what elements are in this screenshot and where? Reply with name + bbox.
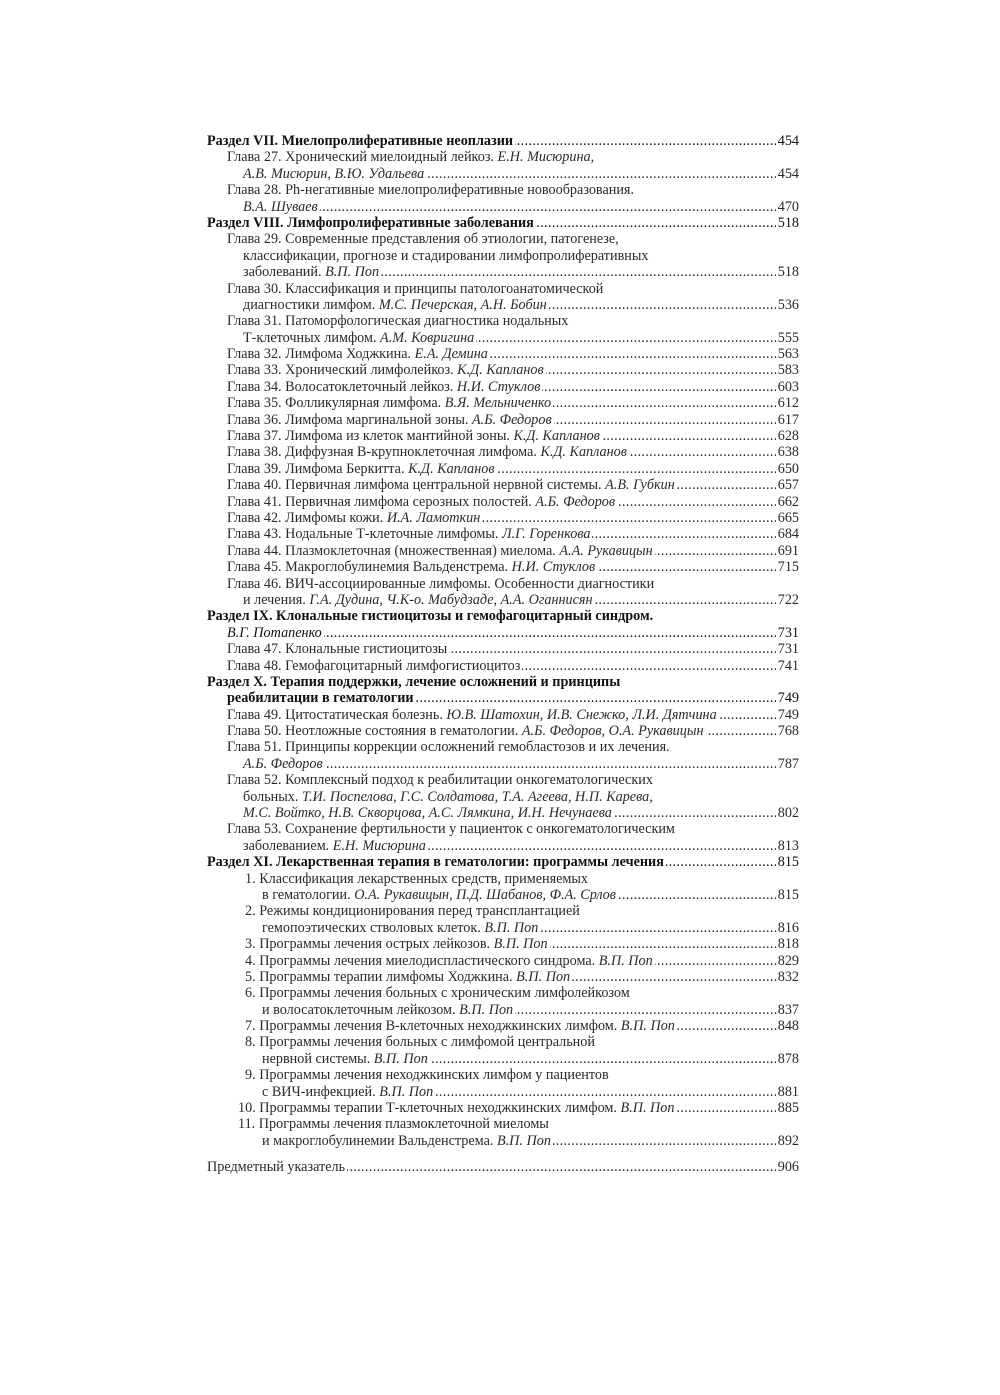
- toc-line: [207, 674, 799, 690]
- dot-leader: [554, 412, 776, 428]
- toc-entry[interactable]: [207, 985, 799, 1018]
- page-number: 815: [777, 854, 799, 871]
- toc-entry[interactable]: [207, 658, 799, 674]
- page-number: 829: [777, 952, 799, 969]
- entry-title: Глава 51. Принципы коррекции осложнений гемобластозов и их лечения.: [227, 739, 670, 756]
- dot-leader: [572, 969, 776, 985]
- page-number: 662: [777, 493, 799, 510]
- entry-title: Глава 53. Сохранение фертильности у пациенток с онкогематологическим: [227, 821, 675, 838]
- page-number: 906: [777, 1159, 799, 1176]
- toc-entry[interactable]: [207, 494, 799, 510]
- entry-title: Глава 41. Первичная лимфома серозных полостей.: [227, 493, 536, 510]
- dot-leader: [655, 543, 776, 559]
- toc-line: [207, 182, 799, 198]
- page-number: 813: [777, 837, 799, 854]
- entry-title: Т-клеточных лимфом.: [243, 329, 381, 346]
- page-number: 454: [777, 133, 799, 149]
- entry-title: Глава 32. Лимфома Ходжкина.: [227, 346, 415, 363]
- entry-authors: И.А. Ламоткин: [386, 509, 481, 526]
- dot-leader: [629, 444, 776, 460]
- toc-line: [207, 149, 799, 165]
- dot-leader: [706, 723, 776, 739]
- toc-line: [207, 1159, 799, 1175]
- dot-leader: [497, 461, 776, 477]
- page-number: 518: [777, 264, 799, 281]
- entry-authors: Г.А. Дудина, Ч.К-о. Мабудзаде, А.А. Оганнисян: [309, 591, 593, 608]
- toc-line: [207, 690, 799, 706]
- toc-line: [207, 428, 799, 444]
- entry-title: диагностики лимфом.: [243, 296, 379, 313]
- toc-line: [207, 739, 799, 755]
- entry-title: Глава 30. Классификация и принципы патологоанатомической: [227, 280, 604, 297]
- entry-title: Глава 28. Ph-негативные миелопролиферативные новообразования.: [227, 182, 635, 199]
- page-number: 749: [777, 706, 799, 723]
- dot-leader: [430, 1051, 776, 1067]
- toc-entry[interactable]: [207, 903, 799, 936]
- toc-entry[interactable]: [207, 510, 799, 526]
- toc-line: [207, 723, 799, 739]
- entry-title: Глава 40. Первичная лимфома центральной нервной системы.: [227, 477, 606, 494]
- toc-line: [207, 576, 799, 592]
- entry-title: 1. Классификация лекарственных средств, применяемых: [245, 870, 589, 887]
- entry-authors: В.П. Поп: [516, 968, 571, 985]
- toc-line: [207, 412, 799, 428]
- entry-authors: Ю.В. Шатохин, И.В. Снежко, Л.И. Дятчина: [446, 706, 717, 723]
- dot-leader: [666, 854, 776, 870]
- toc-section[interactable]: [207, 854, 799, 870]
- entry-authors: В.П. Поп: [484, 919, 539, 936]
- dot-leader: [482, 510, 775, 526]
- dot-leader: [347, 1159, 776, 1175]
- toc-line: [207, 510, 799, 526]
- toc-index-entry[interactable]: [207, 1159, 799, 1175]
- entry-authors: К.Д. Капланов: [540, 444, 627, 461]
- page-number: 583: [777, 362, 799, 379]
- toc-line: [207, 1034, 799, 1050]
- toc-section[interactable]: [207, 215, 799, 231]
- page-number: 628: [777, 428, 799, 445]
- entry-authors: В.П. Поп: [373, 1050, 428, 1067]
- entry-title: Глава 38. Диффузная В-крупноклеточная лимфома.: [227, 444, 541, 461]
- entry-authors: Л.Г. Горенкова: [502, 526, 591, 543]
- dot-leader: [536, 215, 776, 231]
- entry-authors: Н.И. Стуклов: [456, 378, 541, 395]
- toc-line: [207, 1133, 799, 1149]
- entry-authors: В.Я. Мельниченко: [444, 395, 552, 412]
- page-number: 848: [777, 1018, 799, 1035]
- dot-leader: [597, 559, 776, 575]
- entry-authors: М.С. Войтко, Н.В. Скворцова, А.С. Лямкина, И.Н. Нечунаева: [243, 805, 612, 822]
- entry-authors: А.В. Губкин: [605, 477, 675, 494]
- toc-entry[interactable]: [207, 1018, 799, 1034]
- toc-line: [207, 297, 799, 313]
- toc-entry[interactable]: [207, 969, 799, 985]
- toc-entry[interactable]: [207, 412, 799, 428]
- entry-title: Раздел VII. Миелопролиферативные неоплазии: [207, 133, 514, 149]
- page-number: 749: [777, 690, 799, 707]
- entry-title: и макроглобулинемии Вальденстрема.: [262, 1132, 497, 1149]
- entry-authors: А.А. Рукавицын: [559, 542, 653, 559]
- page-number: 715: [777, 559, 799, 576]
- entry-title: 9. Программы лечения неходжкинских лимфом у пациентов: [245, 1067, 609, 1084]
- dot-leader: [428, 838, 776, 854]
- dot-leader: [449, 641, 775, 657]
- entry-title: Глава 39. Лимфома Беркитта.: [227, 460, 409, 477]
- toc-line: [207, 281, 799, 297]
- entry-authors: В.Г. Потапенко: [227, 624, 322, 641]
- toc-line: [207, 805, 799, 821]
- page-number: 818: [777, 936, 799, 953]
- dot-leader: [677, 1100, 776, 1116]
- entry-authors: Е.Н. Мисюрина,: [497, 149, 595, 166]
- page-number: 665: [777, 509, 799, 526]
- entry-title: 5. Программы терапии лимфомы Ходжкина.: [245, 968, 517, 985]
- toc-line: [207, 1084, 799, 1100]
- page-number: 603: [777, 378, 799, 395]
- toc-line: [207, 969, 799, 985]
- toc-line: [207, 1067, 799, 1083]
- dot-leader: [546, 362, 776, 378]
- page-number: 657: [777, 477, 799, 494]
- toc-line: [207, 461, 799, 477]
- entry-title: классификации, прогнозе и стадировании лимфопролиферативных: [243, 247, 649, 264]
- toc-entry[interactable]: [207, 543, 799, 559]
- toc-line: [207, 199, 799, 215]
- toc-entry[interactable]: [207, 723, 799, 739]
- toc-entry[interactable]: [207, 641, 799, 657]
- toc-line: [207, 346, 799, 362]
- page-number: 787: [777, 755, 799, 772]
- toc-line: [207, 543, 799, 559]
- toc-line: [207, 215, 799, 231]
- entry-title: Глава 43. Нодальные Т-клеточные лимфомы.: [227, 526, 503, 543]
- dot-leader: [677, 1018, 776, 1034]
- dot-leader: [719, 707, 776, 723]
- dot-leader: [416, 690, 776, 706]
- entry-authors: Е.Н. Мисюрина: [332, 837, 426, 854]
- toc-entry[interactable]: [207, 936, 799, 952]
- entry-title: Глава 47. Клональные гистиоцитозы: [227, 641, 448, 658]
- toc-line: [207, 494, 799, 510]
- entry-authors: В.П. Поп: [620, 1018, 675, 1035]
- entry-title: нервной системы.: [262, 1050, 374, 1067]
- entry-authors: В.П. Поп: [459, 1001, 514, 1018]
- toc-entry[interactable]: [207, 444, 799, 460]
- dot-leader: [522, 658, 775, 674]
- page-number: 612: [777, 395, 799, 412]
- toc-line: [207, 625, 799, 641]
- entry-title: Глава 29. Современные представления об этиологии, патогенезе,: [227, 231, 619, 248]
- toc-line: [207, 838, 799, 854]
- page-number: 731: [777, 641, 799, 658]
- entry-title: 10. Программы терапии Т-клеточных неходжкинских лимфом.: [238, 1100, 621, 1117]
- entry-authors: В.А. Шуваев: [243, 198, 318, 215]
- toc-section[interactable]: [207, 674, 799, 707]
- dot-leader: [595, 592, 776, 608]
- entry-title: больных.: [243, 788, 302, 805]
- entry-title: Глава 52. Комплексный подход к реабилитации онкогематологических: [227, 772, 653, 789]
- entry-authors: В.П. Поп: [325, 264, 380, 281]
- entry-authors: Е.А. Демина: [414, 346, 488, 363]
- page-number: 816: [777, 919, 799, 936]
- dot-leader: [553, 395, 776, 411]
- dot-leader: [618, 887, 776, 903]
- page-number: 617: [777, 411, 799, 428]
- page-number: 638: [777, 444, 799, 461]
- toc-line: [207, 903, 799, 919]
- toc-line: [207, 592, 799, 608]
- entry-title: Глава 33. Хронический лимфолейкоз.: [227, 362, 458, 379]
- entry-title: с ВИЧ-инфекцией.: [262, 1083, 380, 1100]
- page-number: 832: [777, 968, 799, 985]
- entry-authors: Т.И. Поспелова, Г.С. Солдатова, Т.А. Агеева, Н.П. Карева,: [302, 788, 653, 805]
- page-number: 815: [777, 886, 799, 903]
- page-number: 768: [777, 723, 799, 740]
- entry-authors: В.П. Поп: [496, 1132, 551, 1149]
- page-number: 518: [777, 214, 799, 231]
- entry-authors: А.В. Мисюрин, В.Ю. Удальева: [243, 165, 425, 182]
- dot-leader: [655, 953, 776, 969]
- page-number: 741: [777, 657, 799, 674]
- toc-line: [207, 1051, 799, 1067]
- toc-entry[interactable]: [207, 395, 799, 411]
- dot-leader: [602, 428, 776, 444]
- entry-authors: К.Д. Капланов: [408, 460, 495, 477]
- entry-authors: В.П. Поп: [620, 1100, 675, 1117]
- toc-section[interactable]: [207, 608, 799, 641]
- entry-title: Глава 34. Волосатоклеточный лейкоз.: [227, 378, 457, 395]
- entry-title: 2. Режимы кондиционирования перед трансплантацией: [245, 903, 580, 920]
- dot-leader: [325, 756, 776, 772]
- entry-authors: А.Б. Федоров: [472, 411, 552, 428]
- entry-title: в гематологии.: [262, 886, 355, 903]
- entry-title: гемопоэтических стволовых клеток.: [262, 919, 485, 936]
- toc-line: [207, 1100, 799, 1116]
- toc-line: [207, 559, 799, 575]
- dot-leader: [553, 1133, 776, 1149]
- toc-line: [207, 1018, 799, 1034]
- toc-line: [207, 953, 799, 969]
- toc-line: [207, 395, 799, 411]
- entry-title: и волосатоклеточным лейкозом.: [262, 1001, 460, 1018]
- entry-title: Глава 46. ВИЧ-ассоциированные лимфомы. Особенности диагностики: [227, 575, 655, 592]
- page-number: 650: [777, 460, 799, 477]
- toc-entry[interactable]: [207, 707, 799, 723]
- entry-authors: А.Б. Федоров, О.А. Рукавицын: [521, 723, 704, 740]
- toc-line: [207, 854, 799, 870]
- entry-title: Глава 37. Лимфома из клеток мантийной зоны.: [227, 428, 514, 445]
- page-number: 536: [777, 296, 799, 313]
- dot-leader: [320, 199, 776, 215]
- toc-line: [207, 444, 799, 460]
- toc-line: [207, 231, 799, 247]
- toc-entry[interactable]: [207, 526, 799, 542]
- page-number: 470: [777, 198, 799, 215]
- page-number: 885: [777, 1100, 799, 1117]
- page-number: 892: [777, 1132, 799, 1149]
- entry-title: 6. Программы лечения больных с хроническим лимфолейкозом: [245, 985, 630, 1002]
- toc-line: [207, 658, 799, 674]
- dot-leader: [515, 1002, 776, 1018]
- entry-title: Раздел IX. Клональные гистиоцитозы и гемофагоцитарный синдром.: [207, 608, 654, 625]
- toc-entry[interactable]: [207, 739, 799, 772]
- toc-line: [207, 821, 799, 837]
- dot-leader: [324, 625, 776, 641]
- page-number: 454: [777, 165, 799, 182]
- entry-title: Глава 35. Фолликулярная лимфома.: [227, 395, 445, 412]
- toc-line: [207, 379, 799, 395]
- entry-title: Глава 45. Макроглобулинемия Вальденстрема.: [227, 559, 512, 576]
- toc-entry[interactable]: [207, 182, 799, 215]
- entry-title: 4. Программы лечения миелодиспластического синдрома.: [245, 952, 599, 969]
- entry-title: Раздел XI. Лекарственная терапия в гематологии: программы лечения: [207, 854, 664, 871]
- toc-section[interactable]: [207, 133, 799, 149]
- toc-line: [207, 166, 799, 182]
- entry-authors: А.Б. Федоров: [243, 755, 323, 772]
- toc-line: [207, 772, 799, 788]
- toc-line: [207, 920, 799, 936]
- entry-title: 8. Программы лечения больных с лимфомой центральной: [245, 1034, 595, 1051]
- toc-line: [207, 789, 799, 805]
- toc-entry[interactable]: [207, 281, 799, 314]
- entry-title: 7. Программы лечения В-клеточных неходжкинских лимфом.: [245, 1018, 621, 1035]
- page-number: 881: [777, 1083, 799, 1100]
- page-number: 563: [777, 346, 799, 363]
- entry-authors: К.Д. Капланов: [457, 362, 544, 379]
- entry-authors: Н.И. Стуклов: [511, 559, 596, 576]
- toc-entry[interactable]: [207, 231, 799, 280]
- toc-entry[interactable]: [207, 428, 799, 444]
- toc-line: [207, 313, 799, 329]
- entry-authors: К.Д. Капланов: [513, 428, 600, 445]
- entry-authors: М.С. Печерская, А.Н. Бобин: [378, 296, 547, 313]
- toc-line: [207, 985, 799, 1001]
- toc-entry[interactable]: [207, 149, 799, 182]
- entry-title: Глава 42. Лимфомы кожи.: [227, 509, 387, 526]
- toc-line: [207, 133, 799, 149]
- toc-entry[interactable]: [207, 346, 799, 362]
- toc-line: [207, 608, 799, 624]
- entry-authors: А.М. Ковригина: [380, 329, 475, 346]
- entry-title: Предметный указатель: [207, 1159, 346, 1176]
- page-number: 731: [777, 624, 799, 641]
- toc-line: [207, 641, 799, 657]
- entry-authors: В.П. Поп: [493, 936, 548, 953]
- dot-leader: [677, 477, 776, 493]
- dot-leader: [617, 494, 776, 510]
- toc-entry[interactable]: [207, 559, 799, 575]
- dot-leader: [435, 1084, 775, 1100]
- toc-entry[interactable]: [207, 1100, 799, 1116]
- entry-title: Глава 49. Цитостатическая болезнь.: [227, 706, 447, 723]
- entry-authors: О.А. Рукавицын, П.Д. Шабанов, Ф.А. Срлов: [354, 886, 616, 903]
- toc-entry[interactable]: [207, 772, 799, 821]
- entry-title: Глава 50. Неотложные состояния в гематологии.: [227, 723, 522, 740]
- toc-entry[interactable]: [207, 871, 799, 904]
- entry-authors: А.Б. Федоров: [535, 493, 616, 510]
- toc-line: [207, 362, 799, 378]
- toc-entry[interactable]: [207, 461, 799, 477]
- dot-leader: [515, 133, 776, 149]
- toc-line: [207, 1116, 799, 1132]
- entry-title: Глава 27. Хронический миелоидный лейкоз.: [227, 149, 498, 166]
- entry-title: Глава 48. Гемофагоцитарный лимфогистиоцитоз: [227, 657, 521, 674]
- entry-title: 11. Программы лечения плазмоклеточной миеломы: [238, 1116, 549, 1133]
- dot-leader: [476, 330, 775, 346]
- toc-entry[interactable]: [207, 313, 799, 346]
- entry-title: Глава 36. Лимфома маргинальной зоны.: [227, 411, 472, 428]
- toc-line: [207, 756, 799, 772]
- toc-entry[interactable]: [207, 576, 799, 609]
- dot-leader: [550, 936, 776, 952]
- entry-title: Глава 44. Плазмоклеточная (множественная) миелома.: [227, 542, 560, 559]
- toc-line: [207, 887, 799, 903]
- toc-entry[interactable]: [207, 1067, 799, 1100]
- entry-authors: В.П. Поп: [379, 1083, 434, 1100]
- toc-entry[interactable]: [207, 379, 799, 395]
- dot-leader: [549, 297, 776, 313]
- entry-title: Раздел VIII. Лимфопролиферативные заболевания: [207, 214, 534, 231]
- entry-authors: В.П. Поп: [598, 952, 653, 969]
- dot-leader: [542, 379, 775, 395]
- page-number: 837: [777, 1001, 799, 1018]
- page-number: 555: [777, 329, 799, 346]
- entry-title: Раздел X. Терапия поддержки, лечение осложнений и принципы: [207, 673, 621, 690]
- dot-leader: [490, 346, 776, 362]
- toc-line: [207, 477, 799, 493]
- entry-title: и лечения.: [243, 591, 310, 608]
- toc-line: [207, 526, 799, 542]
- toc-entry[interactable]: [207, 821, 799, 854]
- toc-entry[interactable]: [207, 362, 799, 378]
- toc-entry[interactable]: [207, 1034, 799, 1067]
- toc-line: [207, 330, 799, 346]
- dot-leader: [426, 166, 776, 182]
- entry-title: реабилитации в гематологии: [227, 690, 414, 707]
- toc-line: [207, 871, 799, 887]
- page-number: 802: [777, 805, 799, 822]
- dot-leader: [614, 805, 776, 821]
- dot-leader: [540, 920, 775, 936]
- toc-line: [207, 707, 799, 723]
- entry-title: Глава 31. Патоморфологическая диагностика нодальных: [227, 313, 569, 330]
- dot-leader: [592, 526, 775, 542]
- entry-title: заболеваний.: [243, 264, 326, 281]
- table-of-contents: [207, 133, 799, 1176]
- toc-line: [207, 1002, 799, 1018]
- toc-line: [207, 264, 799, 280]
- toc-entry[interactable]: [207, 953, 799, 969]
- entry-title: 3. Программы лечения острых лейкозов.: [245, 936, 494, 953]
- toc-line: [207, 248, 799, 264]
- page-number: 684: [777, 526, 799, 543]
- toc-entry[interactable]: [207, 1116, 799, 1149]
- toc-line: [207, 936, 799, 952]
- dot-leader: [381, 264, 776, 280]
- page-number: 878: [777, 1050, 799, 1067]
- toc-entry[interactable]: [207, 477, 799, 493]
- page-number: 691: [777, 542, 799, 559]
- page-number: 722: [777, 591, 799, 608]
- entry-title: заболеванием.: [243, 837, 333, 854]
